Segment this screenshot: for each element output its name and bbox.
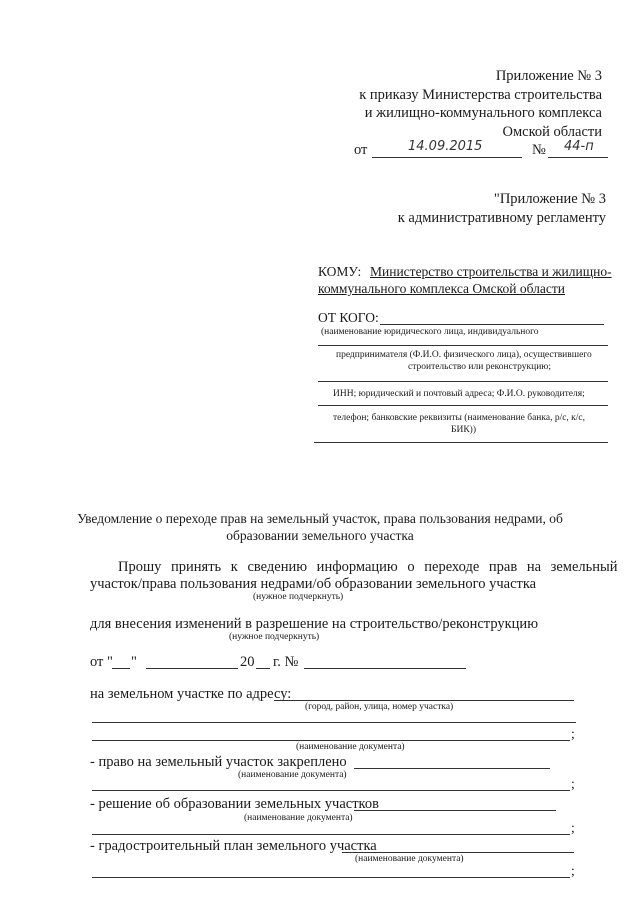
land-right-semicolon: ; xyxy=(571,776,575,791)
plot-address-field[interactable] xyxy=(274,700,574,701)
header-from-label: от xyxy=(354,142,368,158)
header-date-value: 14.09.2015 xyxy=(408,139,483,154)
header-line-1: Приложение № 3 xyxy=(495,68,602,84)
from-line-2 xyxy=(318,345,608,346)
from-hint-3: строительство или реконструкцию; xyxy=(408,362,552,372)
header-line-3: и жилищно-коммунального комплекса xyxy=(364,105,602,121)
decision-semicolon: ; xyxy=(571,820,575,835)
plan-field[interactable] xyxy=(342,852,574,853)
land-right-hint: (наименование документа) xyxy=(238,770,347,780)
appendix-line-2: к административному регламенту xyxy=(397,210,606,226)
body-p1-line-1: Прошу принять к сведению информацию о переходе прав на земельный xyxy=(118,559,618,575)
plan-label: - градостроительный план земельного участка xyxy=(90,838,377,854)
from-hint-4: ИНН; юридический и почтовый адреса; Ф.И.О. руководителя; xyxy=(333,389,585,399)
from-hint-1: (наименование юридического лица, индивидуального xyxy=(321,327,539,337)
land-right-line-2[interactable] xyxy=(92,790,570,791)
doc-line-2[interactable] xyxy=(92,740,570,741)
body-p2-hint: (нужное подчеркнуть) xyxy=(229,632,320,642)
plan-hint: (наименование документа) xyxy=(355,854,464,864)
from-hint-6: БИК)) xyxy=(451,425,476,435)
from-hint-5: телефон; банковские реквизиты (наименование банка, р/с, к/с, xyxy=(333,413,586,423)
land-right-label: - право на земельный участок закреплено xyxy=(90,754,347,770)
to-label: КОМУ: xyxy=(318,264,362,279)
from-line-3 xyxy=(318,381,608,382)
to-value-line-2: коммунального комплекса Омской области xyxy=(318,281,565,296)
header-number-value: 44-п xyxy=(564,139,594,154)
plan-semicolon: ; xyxy=(571,863,575,878)
date-year-field[interactable] xyxy=(256,668,270,669)
header-date-line xyxy=(372,157,522,158)
header-line-2: к приказу Министерства строительства xyxy=(359,87,602,103)
header-line-4: Омской области xyxy=(502,124,602,140)
body-p2-line: для внесения изменений в разрешение на строительство/реконструкцию xyxy=(90,616,539,632)
header-number-label: № xyxy=(532,142,546,158)
from-label: ОТ КОГО: xyxy=(318,310,379,325)
from-line-5 xyxy=(314,442,608,443)
date-quote: " xyxy=(131,654,137,670)
from-line-1 xyxy=(380,324,604,325)
decision-field[interactable] xyxy=(354,810,556,811)
body-p1-hint: (нужное подчеркнуть) xyxy=(253,592,344,602)
date-number-label: г. № xyxy=(273,654,299,670)
date-prefix: от " xyxy=(90,654,113,670)
date-number-field[interactable] xyxy=(304,668,466,669)
date-month-field[interactable] xyxy=(146,668,238,669)
plan-line-2[interactable] xyxy=(92,877,570,878)
decision-line-2[interactable] xyxy=(92,834,570,835)
plot-address-label: на земельном участке по адресу: xyxy=(90,686,292,702)
date-day-field[interactable] xyxy=(112,668,130,669)
plot-address-hint: (город, район, улица, номер участка) xyxy=(305,702,454,712)
doc-title-line-2: образовании земельного участка xyxy=(226,528,414,543)
to-value-line-1: Министерство строительства и жилищно- xyxy=(370,264,612,279)
decision-hint: (наименование документа) xyxy=(244,813,353,823)
appendix-line-1: "Приложение № 3 xyxy=(493,191,606,207)
doc-title-line-1: Уведомление о переходе прав на земельный участок, права пользования недрами, об xyxy=(77,511,563,526)
doc-line-1[interactable] xyxy=(92,722,576,723)
from-line-4 xyxy=(318,405,608,406)
doc-hint: (наименование документа) xyxy=(296,742,405,752)
header-number-line xyxy=(548,157,608,158)
from-hint-2: предпринимателя (Ф.И.О. физического лица), осуществившего xyxy=(336,350,592,360)
body-p1-line-2: участок/права пользования недрами/об образовании земельного участка xyxy=(90,576,537,592)
decision-label: - решение об образовании земельных участков xyxy=(90,796,379,812)
doc-line-2-semicolon: ; xyxy=(571,726,575,741)
land-right-field[interactable] xyxy=(354,768,550,769)
date-year-label: 20 xyxy=(240,654,255,670)
